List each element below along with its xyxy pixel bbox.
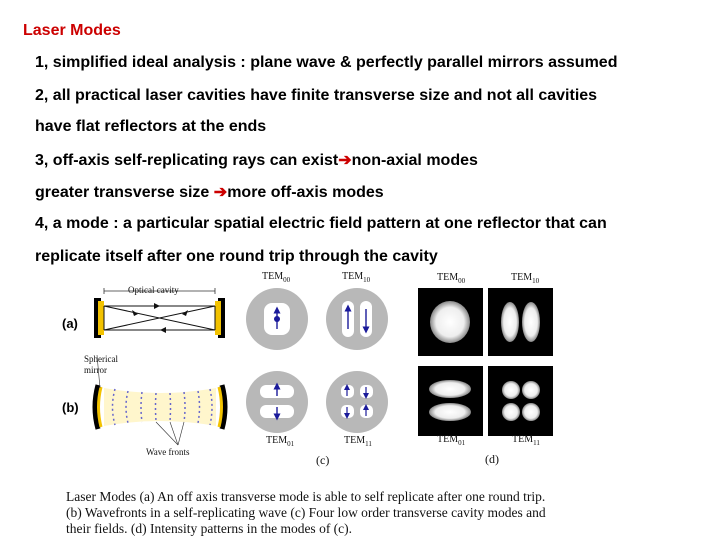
line5-prefix: greater transverse size: [35, 184, 214, 201]
tem11-intensity: [488, 366, 553, 436]
mirror-left-a-face: [98, 301, 104, 335]
tem11-c-label: $TEM_{11}$: [344, 435, 372, 448]
text-line-4: [35, 150, 478, 170]
tem10-intensity: [488, 288, 553, 356]
tem01-d-label: $TEM_{01}$: [437, 434, 466, 447]
mirror-right-a-face: [215, 301, 221, 335]
off-axis-rays: [104, 306, 215, 330]
line4-suffix: non-axial modes: [351, 152, 478, 169]
right-arrow-icon: ➔: [213, 184, 228, 201]
figure-label-b: (b): [62, 400, 79, 415]
slide-title: Laser Modes: [23, 22, 121, 39]
line4-prefix: 3, off-axis self-replicating rays can exist: [35, 152, 339, 169]
figure-caption: Laser Modes (a) An off axis transverse mode is able to self replicate after one round trip. (b) Wavefronts in a self-replicating wave (c) Four low order transverse cavity modes and their fields. (d) Intensity patterns in the modes of (c).: [66, 489, 546, 536]
tem10-field: [326, 288, 388, 350]
right-arrow-icon: ➔: [338, 152, 352, 169]
tem11-d-label: $TEM_{11}$: [512, 434, 540, 447]
line5-suffix: more off-axis modes: [227, 184, 384, 201]
text-line-7: replicate itself after one round trip through the cavity: [35, 248, 438, 265]
intensity-patterns-d: [418, 288, 553, 436]
mode-fields-c: [245, 282, 410, 442]
spherical-label-1: Spherical: [84, 354, 118, 364]
text-line-6: 4, a mode : a particular spatial electric field pattern at one reflector that can: [35, 215, 607, 232]
optical-cavity-label: Optical cavity: [128, 285, 179, 295]
tem10-c-label: $TEM_{10}$: [342, 271, 371, 284]
wave-fronts-label: Wave fronts: [146, 447, 190, 457]
tem01-intensity: [418, 366, 483, 436]
tem00-c-label: $TEM_{00}$: [262, 271, 291, 284]
spherical-label-2: mirror: [84, 365, 107, 375]
text-line-5: [35, 182, 384, 202]
tem00-field: [246, 288, 308, 350]
tem01-c-label: $TEM_{01}$: [266, 435, 295, 448]
text-line-1: 1, simplified ideal analysis : plane wave & perfectly parallel mirrors assumed: [35, 54, 618, 71]
figure-label-c: (c): [316, 453, 330, 467]
text-line-2: 2, all practical laser cavities have finite transverse size and not all cavities: [35, 87, 598, 104]
tem01-field: [246, 371, 308, 433]
figure-label-a: (a): [62, 316, 78, 331]
tem00-d-label: $TEM_{00}$: [437, 272, 466, 285]
tem10-d-label: $TEM_{10}$: [511, 272, 540, 285]
figure-label-d: (d): [485, 452, 499, 466]
text-line-3: have flat reflectors at the ends: [35, 118, 267, 135]
tem11-field: [326, 371, 388, 433]
